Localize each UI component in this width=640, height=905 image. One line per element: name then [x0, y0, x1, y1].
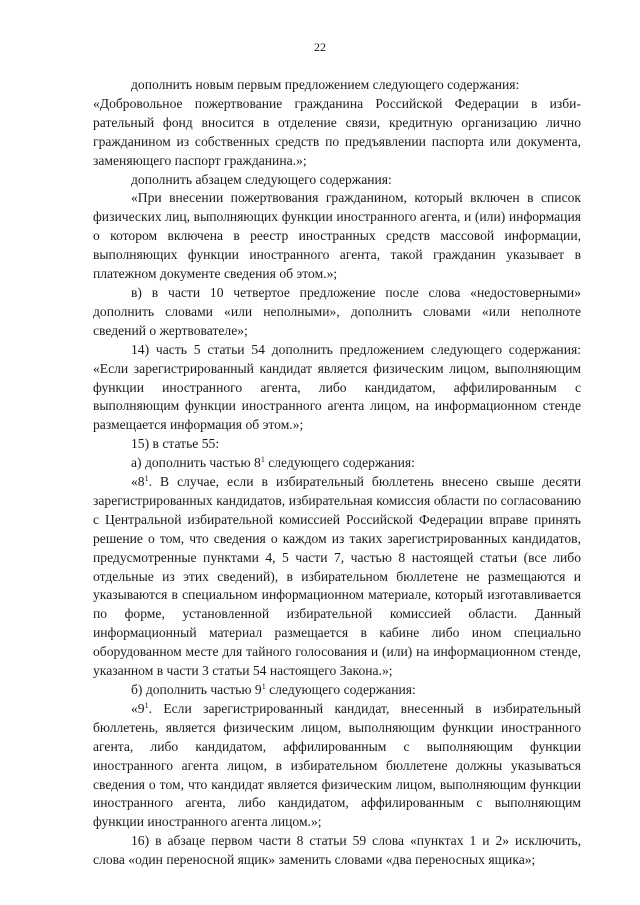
paragraph-item-b-pre: б) дополнить частью 9 [131, 682, 262, 697]
paragraph-item-16: 16) в абзаце первом части 8 статьи 59 слова «пунктах 1 и 2» исключить, слова «один переносной ящик» заменить словами «два переносных ящика»; [93, 833, 581, 868]
paragraph-part-9-1-post: . Если зарегистрированный кандидат, внесенный в избирательный бюллетень, является физическим лицом, выполняющим функции иностранного агента, либо кандидатом, аффилированным с выполняющим функции иностранного агента лицом, в избирательном бюллетене должны указываться сведения о том, что кандидат является физическим лицом, выполняющим функции иностранного агента, либо кандидатом, аффилированным с выполняющим функции иностранного агента лицом.»; [93, 700, 581, 830]
paragraph-part-8-1 [93, 473, 581, 681]
paragraph-item-a-pre: а) дополнить частью 8 [131, 455, 261, 471]
paragraph-part-8-1-pre: «8 [131, 474, 145, 490]
paragraph-foreign-agent-donation: «При внесении пожертвования гражданином, который включен в список физических лиц, выполняющих функции иностранного агента, и (или) информация о котором включена в реестр иностранных средств массовой информации, выполняющих функции иностранного агента, такой гражданин указывает в платежном документе сведения об этом.»; [93, 190, 581, 282]
paragraph-part-9-1-pre: «9 [131, 700, 145, 716]
paragraph-item-v: в) в части 10 четвертое предложение после слова «недостоверными» дополнить словами «или неполными», дополнить словами «или неполноте сведений о жертвователе»; [93, 284, 581, 338]
page-number: 22 [314, 40, 326, 54]
superscript: 1 [144, 474, 149, 484]
document-body [93, 76, 581, 870]
superscript: 1 [144, 700, 149, 710]
paragraph-part-9-1 [93, 700, 581, 832]
paragraph-item-14: 14) часть 5 статьи 54 дополнить предложением следующего содержания: «Если зарегистрированный кандидат является физическим лицом, выполняющим функции иностранного агента, либо кандидатом, аффилированным с выполняющим функции иностранного агента лицом, на информационном стенде размещается информация об этом.»; [93, 341, 581, 433]
paragraph-item-15: 15) в статье 55: [131, 436, 220, 452]
paragraph-part-8-1-post: . В случае, если в избирательный бюллетень внесено свыше десяти зарегистрированных кандидатов, избирательная комиссия области по согласованию с Центральной избирательной комиссией Российской Федерации вправе принять решение о том, что сведения о каждом из таких зарегистрированных кандидатов, предусмотренные пунктами 4, 5 части 7, частью 8 настоящей статьи (все либо отдельные из этих сведений), в избирательном бюллетене не размещаются и указываются в специальном информационном материале, который изготавливается по форме, установленной избирательной комиссией области. Данный информационный материал размещается в кабине либо ином специально оборудованном месте для тайного голосования и (или) на информационном стенде, указанном в части 3 статьи 54 настоящего Закона.»; [93, 474, 581, 679]
superscript: 1 [261, 682, 266, 691]
paragraph-item-a [93, 454, 581, 473]
paragraph-item-a-post: следующего содержания: [264, 455, 415, 471]
paragraph-item-b-post: следующего содержания: [265, 682, 416, 697]
paragraph-amend-intro: дополнить новым первым предложением следующего содержания: [131, 77, 520, 92]
paragraph-add-clause: дополнить абзацем следующего содержания: [131, 171, 392, 187]
paragraph-donation-rule: «Добровольное пожертвование гражданина Российской Федерации в избирательный фонд вносится в отделение связи, кредитную организацию лично гражданином из собственных средств по предъявлении паспорта или документа, заменяющего паспорт гражданина.»; [93, 95, 581, 168]
paragraph-item-b [93, 681, 581, 700]
superscript: 1 [260, 455, 265, 465]
